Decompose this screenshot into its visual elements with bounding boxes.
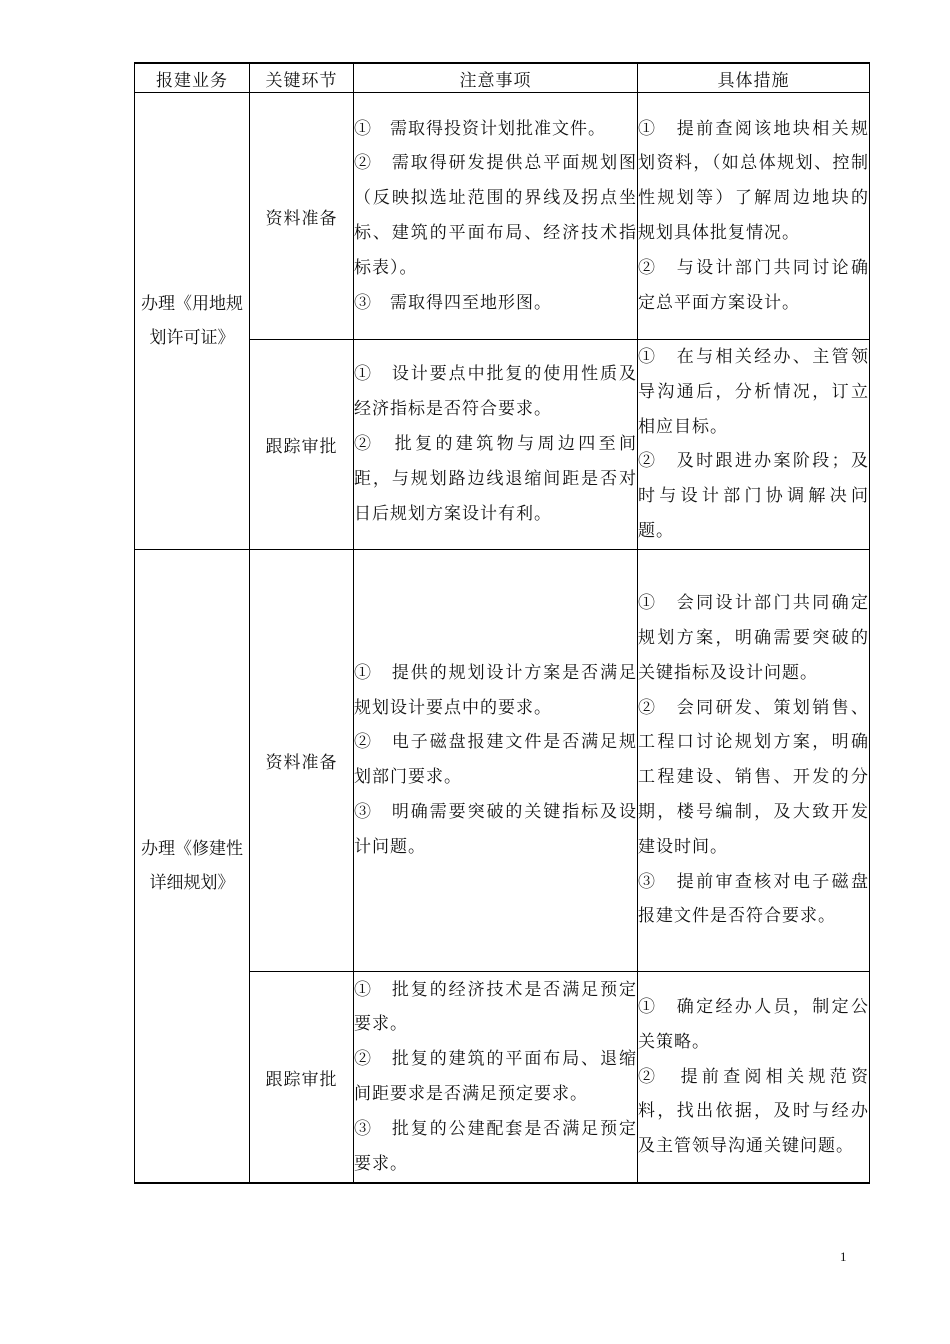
- measures-cell: [638, 340, 870, 550]
- note-item: ② 批复的建筑的平面布局、退缩间距要求是否满足预定要求。: [354, 1049, 637, 1105]
- header-row: [135, 63, 870, 93]
- note-item: ② 需取得研发提供总平面规划图（反映拟选址范围的界线及拐点坐标、建筑的平面布局、经济技术指标表）。: [354, 153, 637, 278]
- measure-item: ① 确定经办人员，制定公关策略。: [638, 997, 869, 1052]
- key-step-cell: 跟踪审批: [250, 971, 354, 1183]
- notes-cell: [354, 340, 638, 550]
- measure-item: ③ 提前审查核对电子磁盘报建文件是否符合要求。: [638, 871, 869, 927]
- header-notes: 注意事项: [354, 63, 638, 93]
- table-row: [135, 93, 870, 340]
- measures-cell: [638, 93, 870, 340]
- measures-cell: [638, 971, 870, 1183]
- measure-item: ② 与设计部门共同讨论确定总平面方案设计。: [638, 257, 869, 313]
- note-item: ① 设计要点中批复的使用性质及经济指标是否符合要求。: [354, 364, 637, 420]
- note-item: ② 批复的建筑物与周边四至间距，与规划路边线退缩间距是否对日后规划方案设计有利。: [354, 433, 637, 524]
- measure-item: ① 会同设计部门共同确定规划方案，明确需要突破的关键指标及设计问题。: [638, 593, 869, 683]
- measure-item: ② 会同研发、策划销售、工程口讨论规划方案，明确工程建设、销售、开发的分期，楼号编制，及大致开发建设时间。: [638, 697, 869, 857]
- note-item: ① 提供的规划设计方案是否满足规划设计要点中的要求。: [354, 662, 637, 718]
- measure-item: ① 提前查阅该地块相关规划资料，（如总体规划、控制性规划等）了解周边地块的规划具体批复情况。: [638, 118, 869, 243]
- procedure-table: [134, 62, 870, 1184]
- header-business: 报建业务: [135, 63, 250, 93]
- note-item: ① 需取得投资计划批准文件。: [354, 118, 606, 139]
- header-measures: 具体措施: [638, 63, 870, 93]
- table-row: [135, 549, 870, 971]
- note-item: ③ 明确需要突破的关键指标及设计问题。: [354, 802, 637, 857]
- note-item: ③ 批复的公建配套是否满足预定要求。: [354, 1118, 637, 1174]
- measure-item: ② 提前查阅相关规范资料，找出依据，及时与经办及主管领导沟通关键问题。: [638, 1066, 869, 1157]
- notes-cell: [354, 971, 638, 1183]
- note-item: ② 电子磁盘报建文件是否满足规划部门要求。: [354, 732, 637, 788]
- notes-cell: [354, 93, 638, 340]
- measure-item: ② 及时跟进办案阶段；及时与设计部门协调解决问题。: [638, 451, 869, 541]
- note-item: ③ 需取得四至地形图。: [354, 292, 552, 313]
- note-item: ① 批复的经济技术是否满足预定要求。: [354, 979, 637, 1035]
- notes-cell: [354, 549, 638, 971]
- measure-item: ① 在与相关经办、主管领导沟通后，分析情况，订立相应目标。: [638, 347, 869, 437]
- page-number: 1: [840, 1249, 847, 1264]
- business-cell: 办理《修建性详细规划》: [135, 549, 250, 1183]
- business-cell: 办理《用地规划许可证》: [135, 93, 250, 550]
- key-step-cell: 跟踪审批: [250, 340, 354, 550]
- header-key-step: 关键环节: [250, 63, 354, 93]
- measures-cell: [638, 549, 870, 971]
- key-step-cell: 资料准备: [250, 549, 354, 971]
- key-step-cell: 资料准备: [250, 93, 354, 340]
